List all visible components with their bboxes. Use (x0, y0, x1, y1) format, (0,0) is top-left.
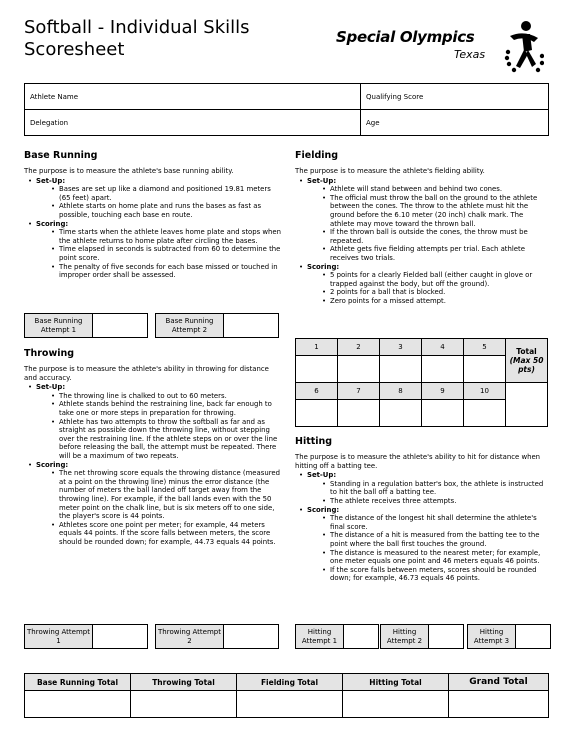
throwing-total-input[interactable] (131, 691, 237, 718)
list-item: • 5 points for a clearly Fielded ball (either caught in glove or trapped against the body, but off the ground). (307, 271, 549, 288)
attempt-label: Hitting Attempt 3 (468, 625, 516, 648)
hitting-title: Hitting (295, 436, 333, 447)
fielding-score-input[interactable] (338, 400, 380, 427)
scoring-label: Scoring: (307, 505, 340, 514)
athlete-info-table (24, 83, 549, 136)
list-item: • Athlete has two attempts to throw the softball as far and as straight as possible down the throwing line, without stepping over the restraining line. If the athlete steps on or over the line before releasing the ball, the attempt must be repeated. There will be a maximum of two repeats. (36, 418, 282, 461)
fielding-title: Fielding (295, 150, 339, 161)
throwing-attempt-2-input[interactable] (224, 625, 278, 648)
fielding-score-input[interactable] (422, 400, 464, 427)
list-item: • If the thrown ball is outside the cones, the throw must be repeated. (307, 228, 549, 245)
list-item: • Zero points for a missed attempt. (307, 297, 549, 306)
fielding-score-input[interactable] (338, 356, 380, 383)
attempt-label: Hitting Attempt 1 (296, 625, 344, 648)
list-item: • Time elapsed in seconds is subtracted from 60 to determine the point score. (36, 245, 282, 262)
fielding-score-input[interactable] (296, 356, 338, 383)
list-item: • Athlete gets five fielding attempts per trial. Each athlete receives two trials. (307, 245, 549, 262)
fielding-section (295, 150, 549, 306)
attempt-label: Throwing Attempt 1 (25, 625, 93, 648)
base-running-attempt-1 (24, 313, 148, 338)
age-field[interactable]: Age (361, 110, 549, 136)
fielding-attempt-number: 9 (422, 383, 464, 400)
total-label: Total (516, 347, 537, 356)
scoring-label: Scoring: (307, 262, 340, 271)
fielding-score-input[interactable] (422, 356, 464, 383)
special-olympics-logo (336, 18, 556, 74)
setup-label: Set-Up: (36, 176, 66, 185)
fielding-score-input[interactable] (380, 356, 422, 383)
list-item: • The distance is measured to the nearest meter; for example, one meter equals one point and 46 meters equals 46 points. (307, 549, 549, 566)
fielding-score-input[interactable] (296, 400, 338, 427)
list-item: • Athlete starts on home plate and runs the bases as fast as possible, touching each base en route. (36, 202, 282, 219)
fielding-attempt-number: 7 (338, 383, 380, 400)
fielding-total-label: Fielding Total (237, 674, 343, 691)
page-title (24, 17, 250, 61)
fielding-attempt-number: 1 (296, 339, 338, 356)
attempt-label: Base Running Attempt 1 (25, 314, 93, 337)
base-running-total-input[interactable] (25, 691, 131, 718)
base-running-section (24, 150, 282, 280)
title-line-2: Scoresheet (24, 39, 125, 60)
fielding-score-grid (295, 338, 548, 427)
fielding-score-input[interactable] (464, 356, 506, 383)
base-running-title: Base Running (24, 150, 98, 161)
throwing-section (24, 348, 282, 546)
grand-total-label: Grand Total (449, 674, 549, 691)
throwing-total-label: Throwing Total (131, 674, 237, 691)
hitting-total-input[interactable] (343, 691, 449, 718)
list-item: • The distance of a hit is measured from the batting tee to the point where the ball first touches the ground. (307, 531, 549, 548)
setup-label: Set-Up: (307, 176, 337, 185)
fielding-score-input[interactable] (380, 400, 422, 427)
fielding-attempt-number: 6 (296, 383, 338, 400)
logo-subtext: Texas (454, 48, 486, 61)
total-max-label: (Max 50 pts) (509, 356, 544, 374)
setup-label: Set-Up: (36, 383, 66, 392)
hitting-attempt-3 (467, 624, 551, 649)
hitting-total-label: Hitting Total (343, 674, 449, 691)
attempt-label: Base Running Attempt 2 (156, 314, 224, 337)
scoring-label: Scoring: (36, 219, 69, 228)
fielding-score-input[interactable] (464, 400, 506, 427)
fielding-attempt-number: 5 (464, 339, 506, 356)
fielding-attempt-number: 3 (380, 339, 422, 356)
attempt-label: Throwing Attempt 2 (156, 625, 224, 648)
throwing-attempt-2 (155, 624, 279, 649)
fielding-attempt-number: 8 (380, 383, 422, 400)
list-item: • Standing in a regulation batter's box, the athlete is instructed to hit the ball off a batting tee. (307, 480, 549, 497)
throwing-purpose: The purpose is to measure the athlete's ability in throwing for distance and accuracy. (24, 365, 269, 382)
attempt-label: Hitting Attempt 2 (381, 625, 429, 648)
fielding-attempt-number: 10 (464, 383, 506, 400)
list-item: • The athlete receives three attempts. (307, 497, 549, 506)
list-item: • The net throwing score equals the throwing distance (measured at a point on the throwing line) minus the error distance (the number of meters the ball landed off target away from the throwing line). For example, if the ball lands even with the 50 meter point on the chalk line, but is six meters off to one side, the player's score is 44 points. (36, 469, 282, 521)
throwing-attempt-1-input[interactable] (93, 625, 147, 648)
list-item: • 2 points for a ball that is blocked. (307, 288, 549, 297)
hitting-attempt-3-input[interactable] (516, 625, 550, 648)
base-running-purpose: The purpose is to measure the athlete's base running ability. (24, 167, 234, 175)
list-item: • Athlete will stand between and behind two cones. (307, 185, 549, 194)
delegation-field[interactable]: Delegation (25, 110, 361, 136)
list-item: • The distance of the longest hit shall determine the athlete's final score. (307, 514, 549, 531)
throwing-title: Throwing (24, 348, 75, 359)
fielding-purpose: The purpose is to measure the athlete's fielding ability. (295, 167, 485, 175)
base-running-total-label: Base Running Total (25, 674, 131, 691)
throwing-attempt-1 (24, 624, 148, 649)
base-running-attempt-2-input[interactable] (224, 314, 278, 337)
hitting-purpose: The purpose is to measure the athlete's ability to hit for distance when hitting off a batting tee. (295, 453, 541, 470)
qualifying-score-field[interactable]: Qualifying Score (361, 84, 549, 110)
fielding-total-input[interactable] (506, 383, 548, 427)
fielding-attempt-number: 4 (422, 339, 464, 356)
base-running-attempt-2 (155, 313, 279, 338)
list-item: • Time starts when the athlete leaves home plate and stops when the athlete returns to home plate after circling the bases. (36, 228, 282, 245)
list-item: • The throwing line is chalked to out to 60 meters. (36, 392, 282, 401)
hitting-attempt-2 (380, 624, 464, 649)
list-item: • The official must throw the ball on the ground to the athlete between the cones. The throw to the athlete must hit the ground before the 6.10 meter (20 inch) chalk mark. The athlete may move toward the thrown ball. (307, 194, 549, 228)
base-running-attempt-1-input[interactable] (93, 314, 147, 337)
fielding-total-input[interactable] (237, 691, 343, 718)
hitting-attempt-2-input[interactable] (429, 625, 463, 648)
fielding-attempt-number: 2 (338, 339, 380, 356)
fielding-total-label (506, 339, 548, 383)
totals-table (24, 673, 549, 718)
logo-text: Special Olympics (336, 28, 475, 46)
title-line-1: Softball - Individual Skills (24, 17, 250, 38)
scoring-label: Scoring: (36, 460, 69, 469)
hitting-attempt-1 (295, 624, 379, 649)
list-item: • Bases are set up like a diamond and positioned 19.81 meters (65 feet) apart. (36, 185, 282, 202)
list-item: • Athlete stands behind the restraining line, back far enough to take one or more steps in preparation for throwing. (36, 400, 282, 417)
grand-total-input[interactable] (449, 691, 549, 718)
athlete-figure-icon (504, 18, 544, 74)
list-item: • If the score falls between meters, scores should be rounded down; for example, 46.73 equals 46 points. (307, 566, 549, 583)
list-item: • Athletes score one point per meter; for example, 44 meters equals 44 points. If the score falls between meters, the score should be rounded down; for example, 44.73 equals 44 points. (36, 521, 282, 547)
hitting-section (295, 436, 549, 583)
hitting-attempt-1-input[interactable] (344, 625, 378, 648)
list-item: • The penalty of five seconds for each base missed or touched in improper order shall be assessed. (36, 263, 282, 280)
setup-label: Set-Up: (307, 471, 337, 480)
athlete-name-field[interactable]: Athlete Name (25, 84, 361, 110)
